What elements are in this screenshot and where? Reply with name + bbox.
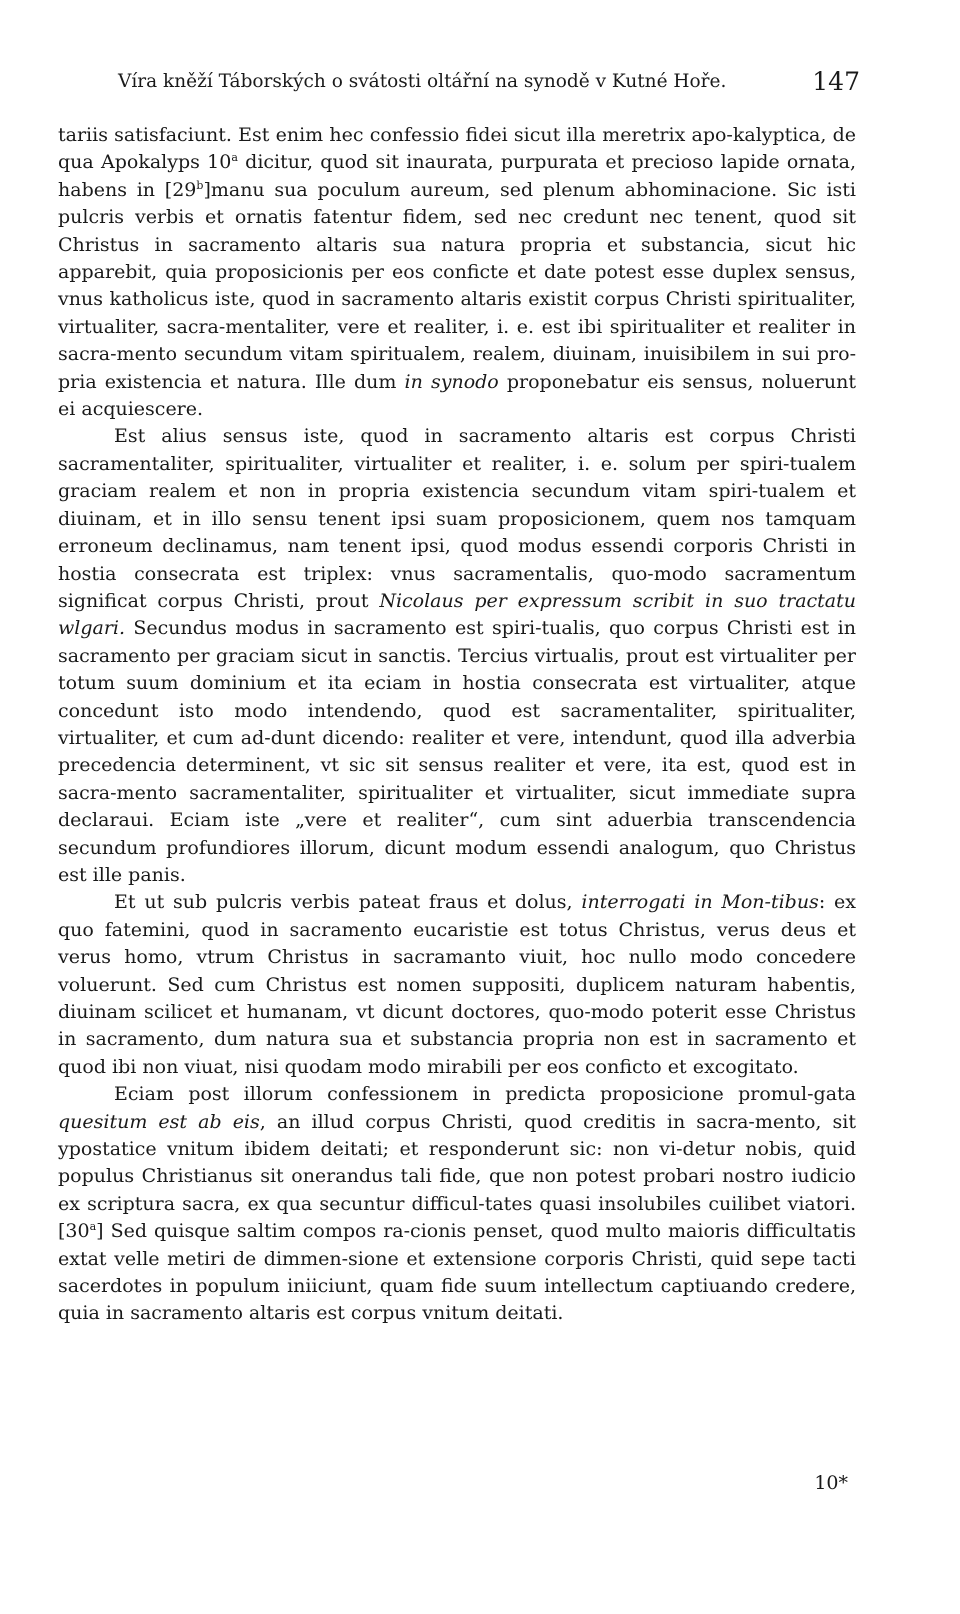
paragraph-1-text-a: tariis satisfaciunt. Est enim hec confessio fidei sicut illa meretrix apo-kalyptica, de qua Apokalyps 10 bbox=[58, 124, 856, 174]
folio-superscript: b bbox=[196, 178, 204, 192]
running-title: Víra kněží Táborských o svátosti oltářní na synodě v Kutné Hoře. bbox=[118, 71, 727, 92]
paragraph-2-italic: Nicolaus per expressum scribit in suo tractatu wlgari. bbox=[58, 589, 856, 640]
paragraph-3 bbox=[58, 889, 856, 1081]
paragraph-4-text-c: ] Sed quisque saltim compos ra-cionis penset, quod multo maioris difficultatis extat velle metiri de dimmen-sione et extensione corporis Christi, quid sepe tacti sacerdotes in populum iniiciunt, quam fide suum intellectum captiuando credere, quia in sacramento altaris est corpus vnitum deitati. bbox=[58, 1220, 856, 1325]
paragraph-1-text-d: proponebatur eis sensus, noluerunt ei acquiescere. bbox=[58, 370, 857, 421]
folio-superscript: a bbox=[231, 151, 238, 165]
paragraph-1 bbox=[58, 122, 856, 423]
signature-mark: 10* bbox=[814, 1472, 848, 1494]
paragraph-3-text-a: Et ut sub pulcris verbis pateat fraus et dolus, bbox=[114, 891, 582, 914]
paragraph-4-text-b: , an illud corpus Christi, quod creditis in sacra-mento, sit ypostatice vnitum ibidem deitati; et responderunt sic: non vi-detur nobis, quid populus Christianus sit onerandus tali fide, que non potest probari nostro iudicio ex scriptura sacra, ex qua secuntur difficul-tates quasi insolubiles cuilibet viatori.[30 bbox=[58, 1110, 856, 1243]
paragraph-3-italic: interrogati in Mon-tibus bbox=[581, 891, 819, 914]
paragraph-2 bbox=[58, 423, 856, 889]
page-number: 147 bbox=[812, 67, 860, 96]
paragraph-4-text-a: Eciam post illorum confessionem in predicta proposicione promul-gata bbox=[114, 1083, 856, 1106]
paragraph-1-text-b: dicitur, quod sit inaurata, purpurata et precioso lapide ornata, habens in [29 bbox=[58, 151, 856, 201]
paragraph-1-italic: in synodo bbox=[404, 370, 499, 393]
paragraph-1-text-c: ]manu sua poculum aureum, sed plenum abhominacione. Sic isti pulcris verbis et ornatis fatentur fidem, sed nec credunt nec tenent, quod sit Christus in sacramento altaris sua natura propria et substancia, sicut hic apparebit, quia proposicionis per eos conficte et date potest esse duplex sensus, vnus katholicus iste, quod in sacramento altaris existit corpus Christi spiritualiter, virtualiter, sacra-mentaliter, vere et realiter, i. e. est ibi spiritualiter et realiter in sacra-mento secundum vitam spiritualem, realem, diuinam, inuisibilem in sui pro-pria existencia et natura. Ille dum bbox=[58, 178, 856, 393]
paragraph-2-text-b: Secundus modus in sacramento est spiri-tualis, quo corpus Christi est in sacramento per graciam sicut in sanctis. Tercius virtualis, prout est virtualiter per totum suum dominium et ita eciam in hostia consecrata est virtualiter, atque concedunt isto modo intendendo, quod est sacramentaliter, spiritualiter, virtualiter, et cum ad-dunt dicendo: realiter et vere, intendunt, quod illa adverbia precedencia determinent, vt sic sit sensus realiter et vere, ita est, quod est in sacra-mento sacramentaliter, spiritualiter et virtualiter, sicut immediate supra declaraui. Eciam iste „vere et realiter“, cum sint aduerbia transcendencia secundum profundiores illorum, dicunt modum essendi analogum, quo Christus est ille panis. bbox=[58, 617, 856, 886]
running-head bbox=[118, 62, 860, 102]
paragraph-3-text-b: : ex quo fatemini, quod in sacramento eucaristie est totus Christus, verus deus et verus homo, vtrum Christus in sacramanto viuit, hoc nullo modo concedere voluerunt. Sed cum Christus est nomen suppositi, duplicem naturam habentis, diuinam scilicet et humanam, vt dicunt doctores, quo-modo poterit esse Christus in sacramento, dum natura sua et substancia propria non est in sacramento et quod ibi non viuat, nisi quodam modo mirabili per eos conficto et excogitato. bbox=[58, 891, 857, 1078]
paragraph-4 bbox=[58, 1081, 856, 1328]
paragraph-4-italic: quesitum est ab eis bbox=[58, 1110, 260, 1133]
body-text bbox=[58, 122, 856, 1328]
paragraph-2-text-a: Est alius sensus iste, quod in sacramento altaris est corpus Christi sacramentaliter, spiritualiter, virtualiter et realiter, i. e. solum per spiri-tualem graciam realem et non in propria existencia secundum vitam spiri-tualem et diuinam, et in illo sensu tenent ipsi suam proposicionem, quem nos tamquam erroneum declinamus, nam tenent ipsi, quod modus essendi corporis Christi in hostia consecrata est triplex: vnus sacramentalis, quo-modo sacramentum significat corpus Christi, prout bbox=[58, 425, 856, 612]
folio-superscript: a bbox=[89, 1220, 97, 1234]
